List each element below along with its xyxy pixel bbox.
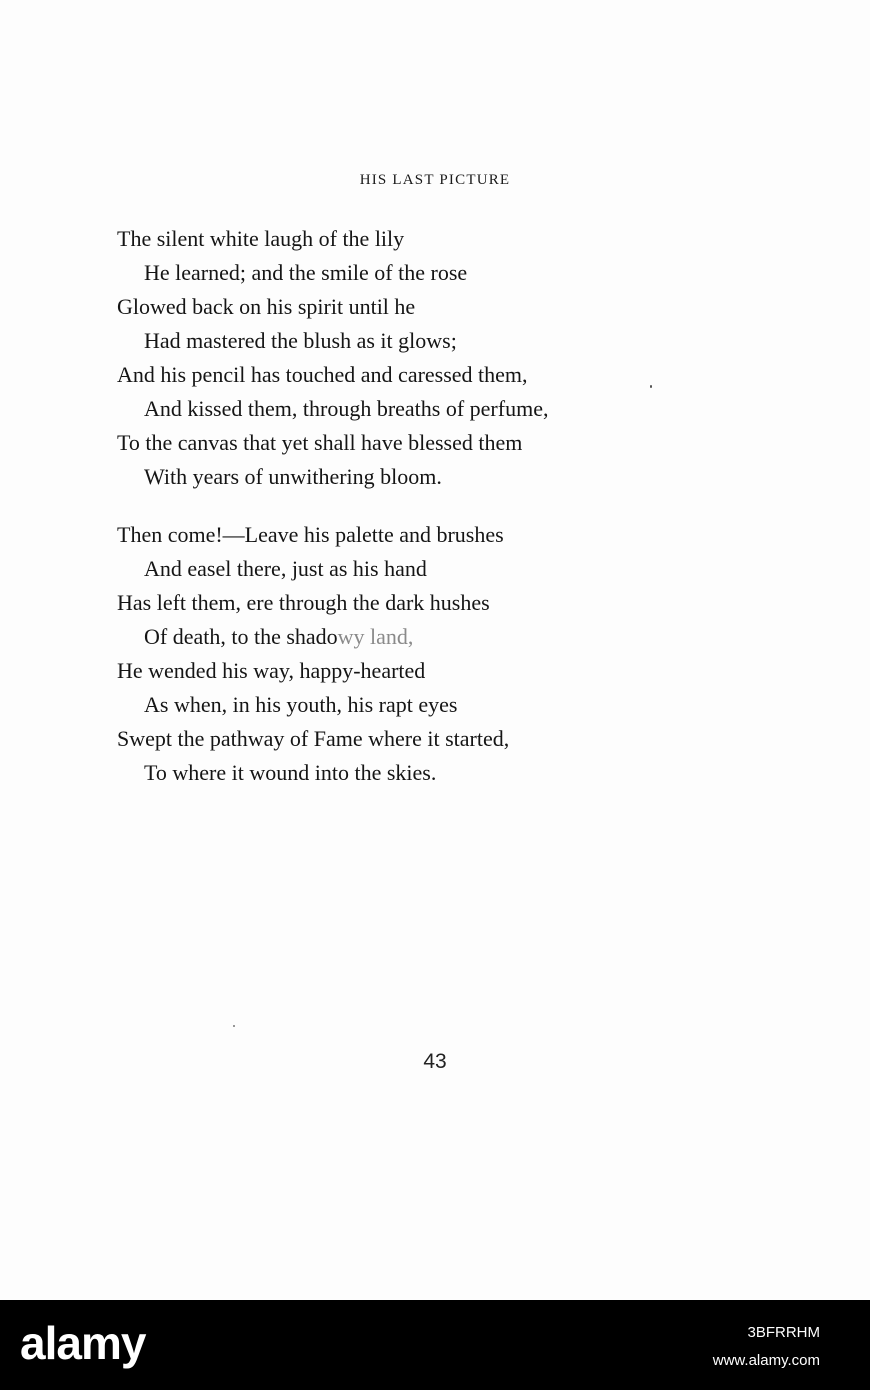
page-number: 43 [423, 1050, 447, 1073]
poem-line: To the canvas that yet shall have blessed them [117, 430, 523, 455]
poem-line: With years of unwithering bloom. [144, 464, 442, 489]
poem-line: As when, in his youth, his rapt eyes [144, 692, 458, 717]
poem-line: Swept the pathway of Fame where it started, [117, 726, 510, 751]
poem-line [117, 620, 737, 654]
poem-line: Had mastered the blush as it glows; [144, 328, 457, 353]
watermark-banner [0, 1300, 870, 1390]
poem-line: Glowed back on his spirit until he [117, 294, 416, 319]
poem-line: He learned; and the smile of the rose [144, 260, 468, 285]
poem-line: And kissed them, through breaths of perfume, [144, 396, 549, 421]
poem-line: And easel there, just as his hand [144, 556, 427, 581]
alamy-logo: alamy [20, 1317, 146, 1369]
poem-line: He wended his way, happy-hearted [117, 658, 426, 683]
poem-line: Has left them, ere through the dark hushes [117, 590, 490, 615]
site-url-label: www.alamy.com [712, 1352, 820, 1369]
poem-line: The silent white laugh of the lily [117, 226, 405, 251]
running-head: HIS LAST PICTURE [359, 172, 511, 188]
stanza-2 [117, 518, 737, 790]
poem-line: And his pencil has touched and caressed them, [117, 362, 528, 387]
ink-speck [650, 385, 652, 388]
poem-line-faded-part: wy land, [337, 624, 414, 649]
poem-body [117, 222, 737, 790]
ink-speck [233, 1025, 235, 1027]
poem-line: To where it wound into the skies. [144, 760, 437, 785]
stanza-1 [117, 222, 737, 494]
poem-line-part: Of death, to the shado [144, 624, 338, 649]
poem-line: Then come!—Leave his palette and brushes [117, 522, 504, 547]
image-id-label: 3BFRRHM [747, 1324, 820, 1341]
